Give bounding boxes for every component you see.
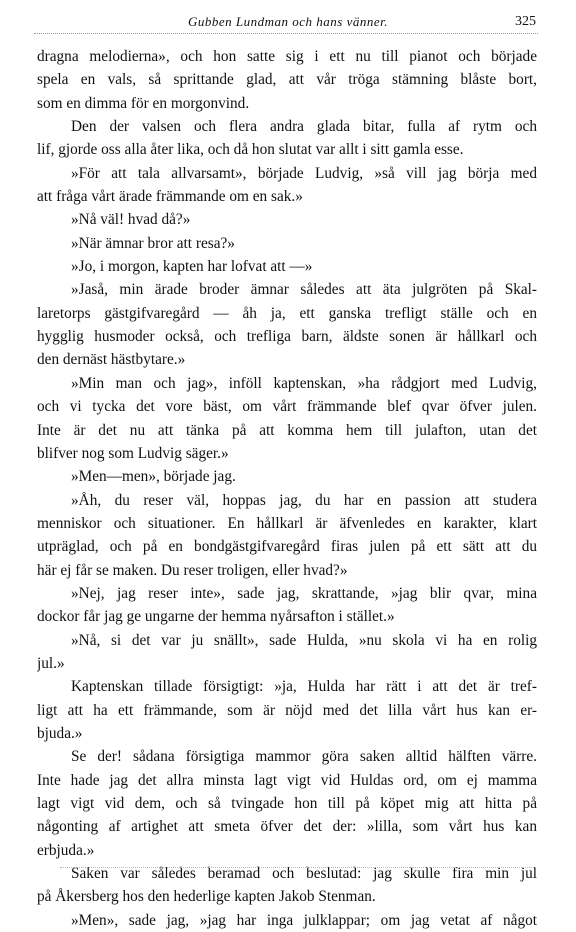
text-line: Saken var således beramad och beslutad: jag skulle fira min jul [71,865,537,883]
text-line: lif, gjorde oss alla åter lika, och då hon slutat var allt i sitt gamla esse. [37,141,464,159]
text-line: lagt vigt vid dem, och så tvingade hon till på köpet mig att hitta på [37,795,537,812]
text-line: »Nå, si det var ju snällt», sade Hulda, »nu skola vi ha en rolig [71,631,537,649]
text-line: blifver nog som Ludvig säger.» [37,444,229,462]
text-line: »Min man och jag», inföll kaptenskan, »ha rådgjort med Ludvig, [71,374,537,392]
running-title: Gubben Lundman och hans vänner. [187,14,388,29]
text-line: här ej får se maken. Du reser troligen, eller hvad?» [37,561,348,579]
body-text [37,45,537,932]
text-line: Kaptenskan tillade försigtigt: »ja, Hulda har rätt i att det är tref- [71,678,537,696]
text-line: »Nej, jag reser inte», sade jag, skrattande, »jag blir qvar, mina [71,584,537,602]
text-line: Inte är det nu att tänka på att komma hem till julafton, utan det [37,421,537,439]
text-line: »Men», sade jag, »jag har inga julklappar; om jag vetat af något [71,911,537,929]
text-line: dockor får jag ge ungarne der hemma nyårsafton i stället.» [37,608,395,626]
text-line: på Åkersberg hos den hederlige kapten Jakob Stenman. [37,888,376,906]
text-line: Inte hade jag det allra minsta lagt vigt vid Huldas ord, om ej mamma [37,771,537,789]
text-line: den dernäst hästbytare.» [37,351,186,369]
text-line: erbjuda.» [37,841,95,859]
text-line: och vi tycka det vore bäst, om vårt främmande blef qvar öfver julen. [37,398,537,416]
text-line: spela en vals, så sprittande glad, att vår tröga stämning blåste bort, [37,71,537,89]
text-line: menniskor och situationer. En hållkarl är äfvenledes en karakter, klart [37,514,537,532]
text-line: dragna melodierna», och hon satte sig i ett nu till pianot och började [37,48,537,65]
text-line: som en dimma för en morgonvind. [37,94,250,112]
text-line: »Men—men», började jag. [71,468,236,486]
text-line: laretorps gästgifvaregård — åh ja, ett ganska trefligt ställe och en [37,304,537,322]
text-line: bjuda.» [37,724,83,742]
text-line: någonting af artighet att smeta öfver det der: »lilla, som vårt hus kan [37,818,537,836]
text-line: Se der! sådana försigtiga mammor göra saken alltid hälften värre. [71,748,537,766]
page-number: 325 [515,14,536,29]
text-line: »Jo, i morgon, kapten har lofvat att —» [71,258,313,276]
text-line: Den der valsen och flera andra glada bitar, fulla af rytm och [71,118,537,136]
text-line: »Åh, du reser väl, hoppas jag, du har en passion att studera [71,491,537,509]
footer-rule [60,867,536,868]
header-rule [34,33,538,34]
text-line: ligt att ha ett främmande, som är nöjd med det lilla vårt hus kan er- [37,701,537,719]
text-line: jul.» [37,654,65,672]
text-line: »När ämnar bror att resa?» [71,234,235,252]
text-line: »För att tala allvarsamt», började Ludvig, »så vill jag börja med [71,164,537,182]
page-header [0,14,576,34]
text-line: att fråga vårt ärade främmande om en sak.» [37,188,303,206]
text-line: hygglig husmoder också, och trefliga barn, äldste sonen är hållkarl och [37,328,537,346]
text-line: »Nå väl! hvad då?» [71,211,191,229]
text-line: utpräglad, och på en bondgästgifvaregård firas julen på ett sätt att du [37,538,537,556]
text-line: »Jaså, min ärade broder ämnar således att äta julgröten på Skal- [71,281,537,299]
